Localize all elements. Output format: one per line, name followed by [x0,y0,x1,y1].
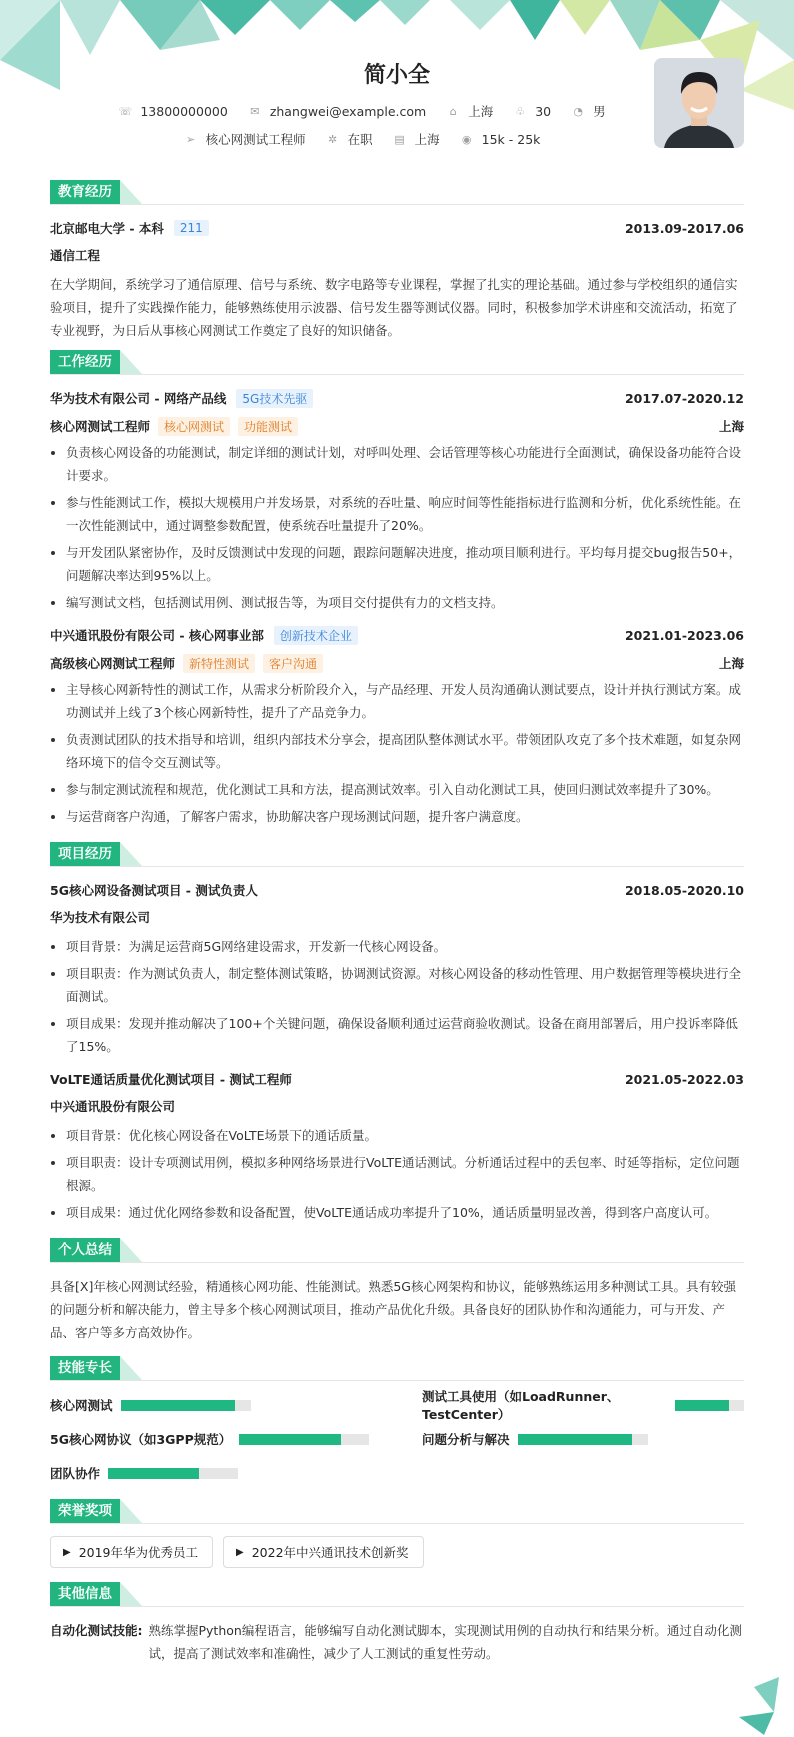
home-icon: ⌂ [449,104,457,118]
project-header [50,842,744,867]
summary-text: 具备[X]年核心网测试经验，精通核心网功能、性能测试。熟悉5G核心网架构和协议，能够熟练运用多种测试工具。具有较强的问题分析和解决能力，曾主导多个核心网测试项目，推动产品优化升级。具备良好的团队协作和沟通能力，可与开发、产品、客户等多方高效协作。 [50,1279,736,1340]
resume-header [50,0,744,176]
project-name: 5G核心网设备测试项目 - 测试负责人 [50,883,258,898]
awards-list [50,1536,744,1568]
cake-icon: ♧ [515,104,526,118]
summary-header [50,1238,744,1263]
salary-info [460,132,541,147]
skill-bar-fill [108,1468,199,1479]
triangle-icon: ▶ [236,1546,244,1558]
award-item [223,1536,424,1568]
building-icon: ▤ [394,132,405,146]
job-bullet: • 负责核心网设备的功能测试，制定详细的测试计划，对呼叫处理、会话管理等核心功能进行全面测试，确保设备功能符合设计要求。 [66,441,744,487]
project-bullet: • 项目职责：作为测试负责人，制定整体测试策略，协调测试资源。对核心网设备的移动性管理、用户数据管理等模块进行全面测试。 [66,962,744,1008]
school-name: 北京邮电大学 - 本科 [50,221,164,236]
status-value: 在职 [347,132,373,147]
candidate-name: 简小全 [363,63,430,88]
skill-bar-fill [675,1400,729,1411]
skill-item [422,1389,744,1422]
summary-section [50,1238,744,1344]
skill-bar [239,1434,369,1445]
role-tag: 功能测试 [238,417,298,436]
skills-section [50,1356,744,1485]
job-role: 核心网测试工程师 [50,419,151,434]
work-header [50,350,744,375]
project-org: 中兴通讯股份有限公司 [50,1099,176,1114]
project-bullet: • 项目背景：为满足运营商5G网络建设需求，开发新一代核心网设备。 [66,935,744,958]
award-item [50,1536,213,1568]
project-date: 2021.05-2022.03 [624,1071,744,1087]
skill-name: 问题分析与解决 [422,1432,510,1447]
project-org: 华为技术有限公司 [50,910,151,925]
avatar-photo [654,58,744,148]
skills-title: 技能专长 [50,1356,120,1380]
project-name: VoLTE通话质量优化测试项目 - 测试工程师 [50,1072,292,1087]
salary-value: 15k - 25k [481,131,541,147]
job-role: 高级核心网测试工程师 [50,656,176,671]
work-city-info [393,130,440,148]
job-role-row [50,415,744,437]
project-bullet: • 项目成果：发现并推动解决了100+个关键问题，确保设备顺利通过运营商验收测试。设备在商用部署后，用户投诉率降低了15%。 [66,1012,744,1058]
skill-name: 测试工具使用（如LoadRunner、TestCenter） [422,1389,620,1422]
phone-info [118,104,227,119]
job-bullet: • 负责测试团队的技术指导和培训，组织内部技术分享会，提高团队整体测试水平。带领团队攻克了多个技术难题，如复杂网络环境下的信令交互测试等。 [66,728,744,774]
skill-bar-fill [239,1434,340,1445]
job-head [50,624,744,646]
job-bullet: • 参与性能测试工作，模拟大规模用户并发场景，对系统的吞吐量、响应时间等性能指标进行监测和分析，优化系统性能。在一次性能测试中，通过调整参数配置，使系统吞吐量提升了20%。 [66,491,744,537]
mail-icon: ✉ [250,104,260,118]
project-entry [50,879,744,1058]
city-info [446,102,493,120]
skill-name: 5G核心网协议（如3GPP规范） [50,1432,232,1447]
job-date: 2017.07-2020.12 [624,390,744,406]
project-head [50,879,744,901]
job-bullet: • 参与制定测试流程和规范，优化测试工具和方法，提高测试效率。引入自动化测试工具，使回归测试效率提升了30%。 [66,778,744,801]
work-title: 工作经历 [50,350,120,374]
awards-title: 荣誉奖项 [50,1499,120,1523]
skill-name: 团队协作 [50,1466,101,1481]
skills-header [50,1356,744,1381]
education-header [50,180,744,205]
position-info [184,130,306,148]
role-tag: 新特性测试 [183,654,255,673]
education-title: 教育经历 [50,180,120,204]
job-city: 上海 [718,656,744,671]
education-entry-head [50,217,744,239]
status-icon: ✲ [328,132,338,146]
phone-icon: ☏ [118,104,133,118]
city-value: 上海 [468,104,494,119]
education-description: 在大学期间，系统学习了通信原理、信号与系统、数字电路等专业课程，掌握了扎实的理论基础。通过参与学校组织的通信实验项目，提升了实践操作能力，能够熟练使用示波器、信号发生器等测试仪器。同时，积极参加学术讲座和交流活动，拓宽了专业视野，为日后从事核心网测试工作奠定了良好的知识储备。 [50,277,738,338]
school-tag: 211 [174,220,209,236]
corner-decoration [734,1677,794,1737]
age-info [513,104,551,119]
project-bullet: • 项目职责：设计专项测试用例，模拟多种网络场景进行VoLTE通话测试。分析通话过程中的丢包率、时延等指标，定位问题根源。 [66,1151,744,1197]
other-value: 熟练掌握Python编程语言，能够编写自动化测试脚本，实现测试用例的自动执行和结果分析。通过自动化测试，提高了测试效率和准确性，减少了人工测试的重复性劳动。 [148,1623,742,1661]
salary-icon: ◉ [461,132,472,146]
other-title: 其他信息 [50,1582,120,1606]
company-tag: 5G技术先驱 [236,389,313,408]
skill-bar [121,1400,251,1411]
project-bullets [50,935,744,1058]
gender-info [571,102,606,120]
company-tag: 创新技术企业 [274,626,358,645]
role-tag: 客户沟通 [263,654,323,673]
company-name: 中兴通讯股份有限公司 - 核心网事业部 [50,628,264,643]
skill-name: 核心网测试 [50,1398,113,1413]
job-intent-row [50,130,674,148]
job-role-row [50,652,744,674]
skill-item [422,1427,744,1451]
job-entry [50,624,744,828]
job-head [50,387,744,409]
skill-item [50,1393,372,1417]
job-city: 上海 [718,419,744,434]
awards-section [50,1499,744,1568]
status-info [326,130,373,148]
job-bullet: • 主导核心网新特性的测试工作，从需求分析阶段介入，与产品经理、开发人员沟通确认测试要点，设计并执行测试方案。成功测试并上线了3个核心网新特性，提升了产品竞争力。 [66,678,744,724]
project-section [50,842,744,1224]
job-date: 2021.01-2023.06 [624,627,744,643]
role-tag: 核心网测试 [158,417,230,436]
project-bullets [50,1124,744,1224]
company-name: 华为技术有限公司 - 网络产品线 [50,391,227,406]
job-bullet: • 编写测试文档，包括测试用例、测试报告等，为项目交付提供有力的文档支持。 [66,591,744,614]
job-bullets [50,678,744,828]
avatar [654,58,744,148]
job-bullets [50,441,744,614]
skill-bar-fill [518,1434,632,1445]
award-label: 2022年中兴通讯技术创新奖 [251,1545,409,1560]
other-key: 自动化测试技能: [50,1623,143,1638]
triangle-icon: ▶ [63,1546,71,1558]
other-section [50,1582,744,1665]
project-title: 项目经历 [50,842,120,866]
awards-header [50,1499,744,1524]
other-item [50,1619,744,1665]
skill-bar [108,1468,238,1479]
project-date: 2018.05-2020.10 [624,882,744,898]
other-header [50,1582,744,1607]
phone-value: 13800000000 [140,103,228,119]
project-head [50,1068,744,1090]
age-value: 30 [535,103,552,119]
job-bullet: • 与运营商客户沟通，了解客户需求，协助解决客户现场测试问题，提升客户满意度。 [66,805,744,828]
skill-bar-fill [121,1400,235,1411]
project-bullet: • 项目成果：通过优化网络参数和设备配置，使VoLTE通话成功率提升了10%，通话质量明显改善，得到客户高度认可。 [66,1201,744,1224]
work-city-value: 上海 [414,132,440,147]
award-label: 2019年华为优秀员工 [78,1545,199,1560]
major: 通信工程 [50,248,101,263]
skill-item [50,1461,372,1485]
skills-grid [50,1389,744,1485]
job-bullet: • 与开发团队紧密协作，及时反馈测试中发现的问题，跟踪问题解决进度，推动项目顺利进行。平均每月提交bug报告50+，问题解决率达到95%以上。 [66,541,744,587]
project-entry [50,1068,744,1224]
gender-value: 男 [593,104,606,119]
work-section [50,350,744,828]
education-section [50,180,744,342]
education-date: 2013.09-2017.06 [624,220,744,236]
email-value: zhangwei@example.com [269,103,427,119]
gender-icon: ◔ [573,104,583,118]
email-info [248,104,426,119]
project-bullet: • 项目背景：优化核心网设备在VoLTE场景下的通话质量。 [66,1124,744,1147]
skill-bar [518,1434,648,1445]
skill-bar [675,1400,744,1411]
send-icon: ➢ [185,132,196,146]
position-value: 核心网测试工程师 [205,132,306,147]
job-entry [50,387,744,614]
contact-row [50,102,674,120]
skill-item [50,1427,372,1451]
summary-title: 个人总结 [50,1238,120,1262]
